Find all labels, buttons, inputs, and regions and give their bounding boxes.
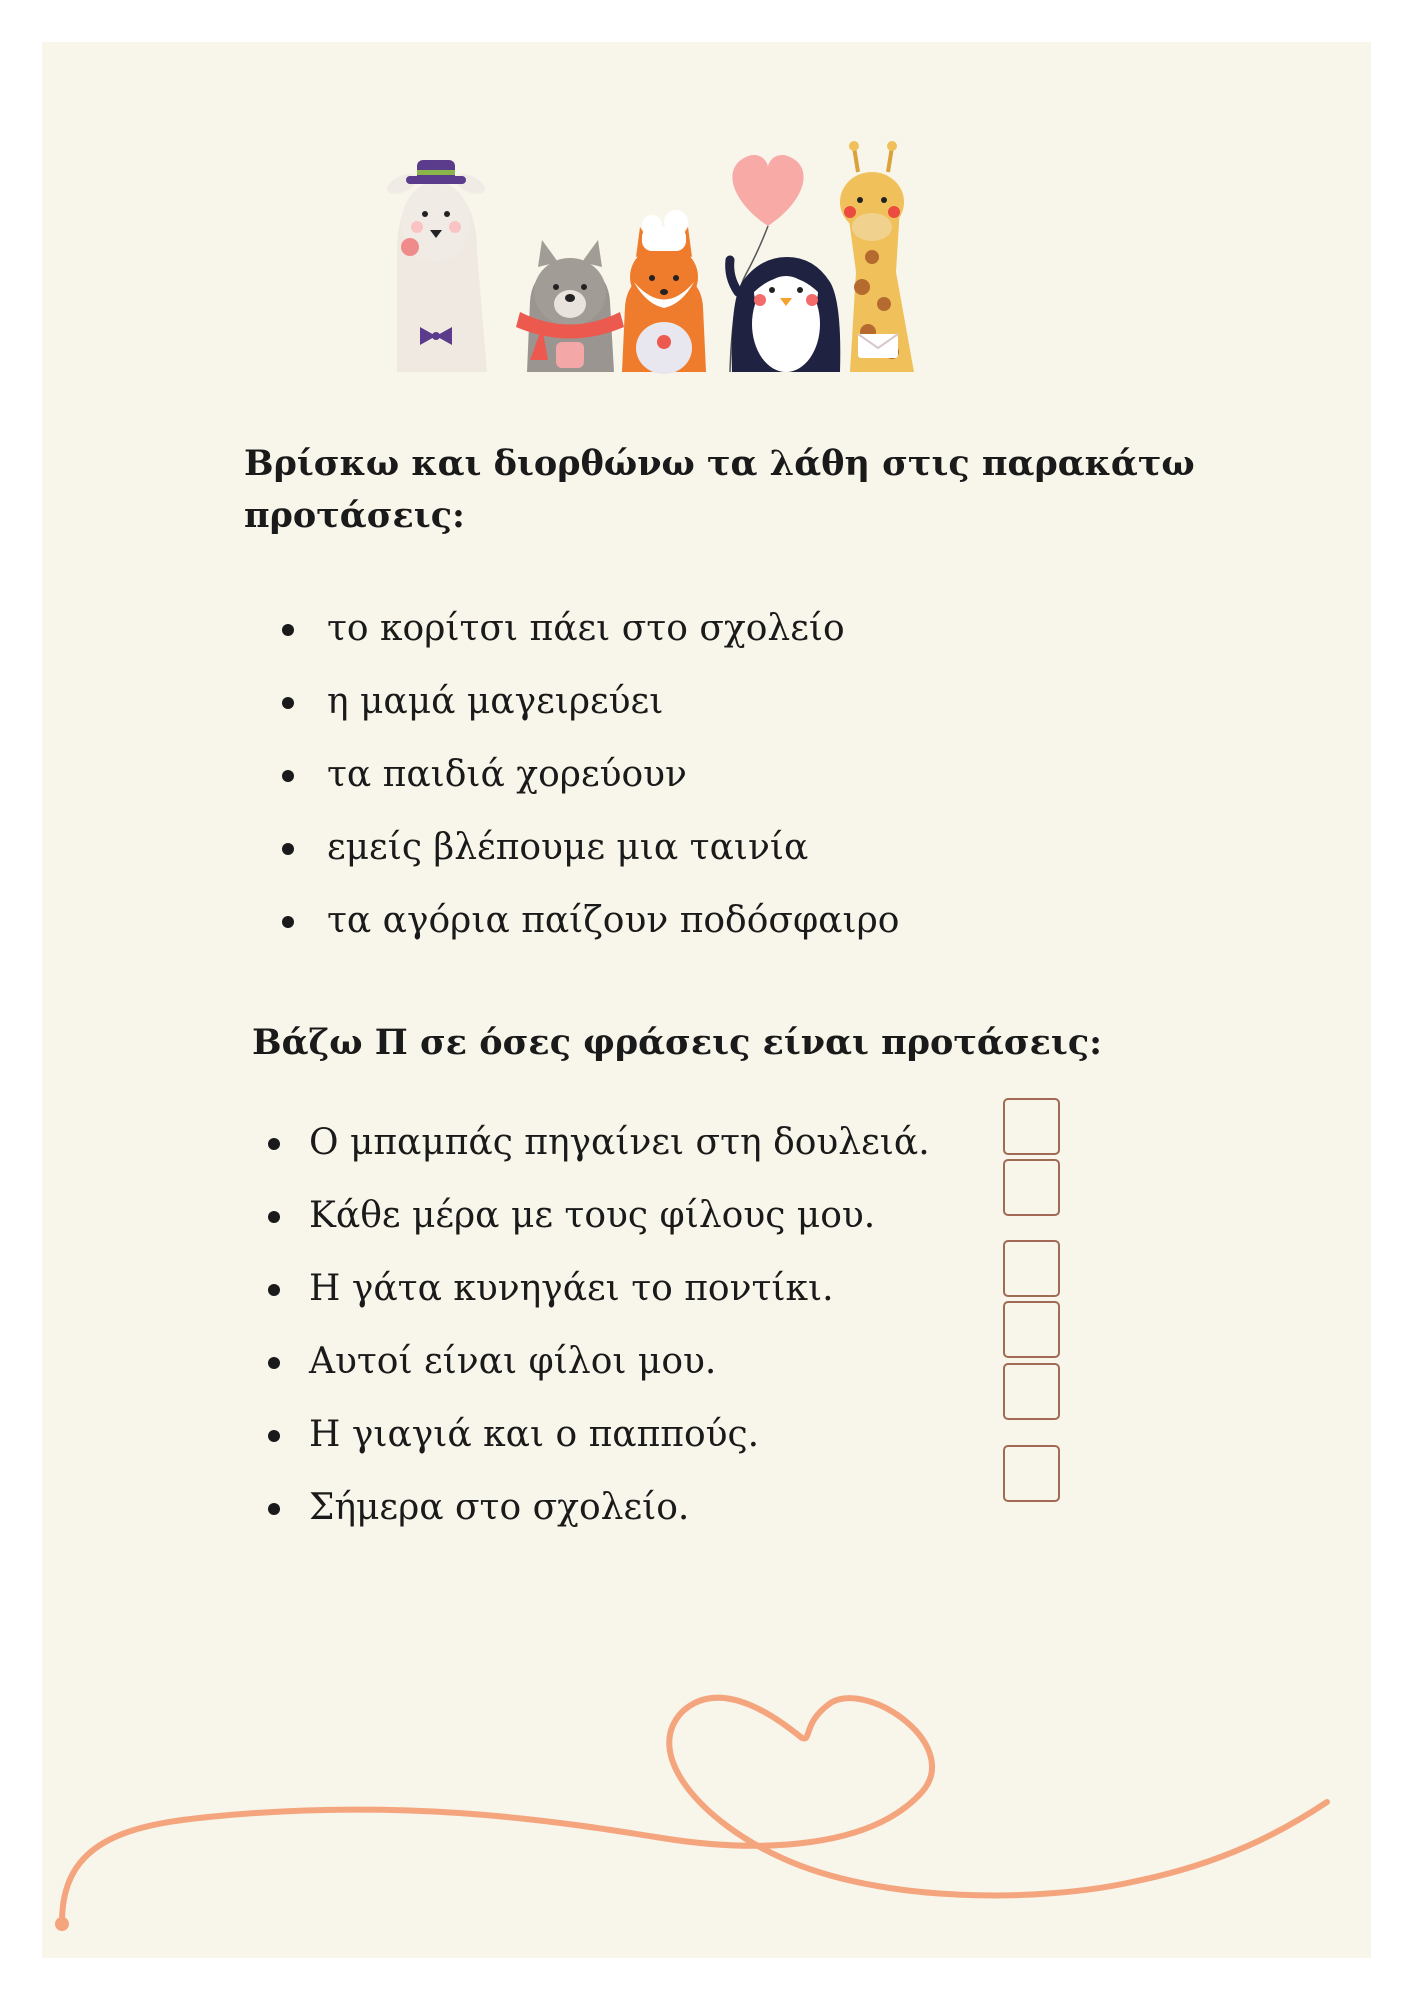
answer-box-2[interactable] xyxy=(1003,1159,1060,1216)
giraffe-icon xyxy=(840,141,914,372)
correction-list xyxy=(277,604,899,969)
sentence-check-list xyxy=(264,1118,930,1556)
list-item: εμείς βλέπουμε μια ταινία xyxy=(277,823,899,896)
list-item: Η γάτα κυνηγάει το ποντίκι. xyxy=(264,1264,930,1337)
answer-box-5[interactable] xyxy=(1003,1363,1060,1420)
llama-icon xyxy=(384,160,488,372)
list-item: Σήμερα στο σχολείο. xyxy=(264,1483,930,1556)
list-item: η μαμά μαγειρεύει xyxy=(277,677,899,750)
section2-heading: Βάζω Π σε όσες φράσεις είναι προτάσεις: xyxy=(252,1022,1103,1063)
wolf-icon xyxy=(516,240,624,372)
answer-box-6[interactable] xyxy=(1003,1445,1060,1502)
answer-box-4[interactable] xyxy=(1003,1301,1060,1358)
heart-swirl-decoration xyxy=(42,1582,1371,1958)
list-item: Ο μπαμπάς πηγαίνει στη δουλειά. xyxy=(264,1118,930,1191)
answer-box-3[interactable] xyxy=(1003,1240,1060,1297)
list-item: Η γιαγιά και ο παππούς. xyxy=(264,1410,930,1483)
list-item: Κάθε μέρα με τους φίλους μου. xyxy=(264,1191,930,1264)
list-item: Αυτοί είναι φίλοι μου. xyxy=(264,1337,930,1410)
section1-heading: Βρίσκω και διορθώνω τα λάθη στις παρακάτω προτάσεις: xyxy=(244,443,1195,536)
worksheet-page xyxy=(42,42,1371,1958)
fox-icon xyxy=(622,210,706,374)
list-item: τα παιδιά χορεύουν xyxy=(277,750,899,823)
answer-box-1[interactable] xyxy=(1003,1098,1060,1155)
list-item: τα αγόρια παίζουν ποδόσφαιρο xyxy=(277,896,899,969)
animals-illustration xyxy=(42,42,1371,402)
list-item: το κορίτσι πάει στο σχολείο xyxy=(277,604,899,677)
